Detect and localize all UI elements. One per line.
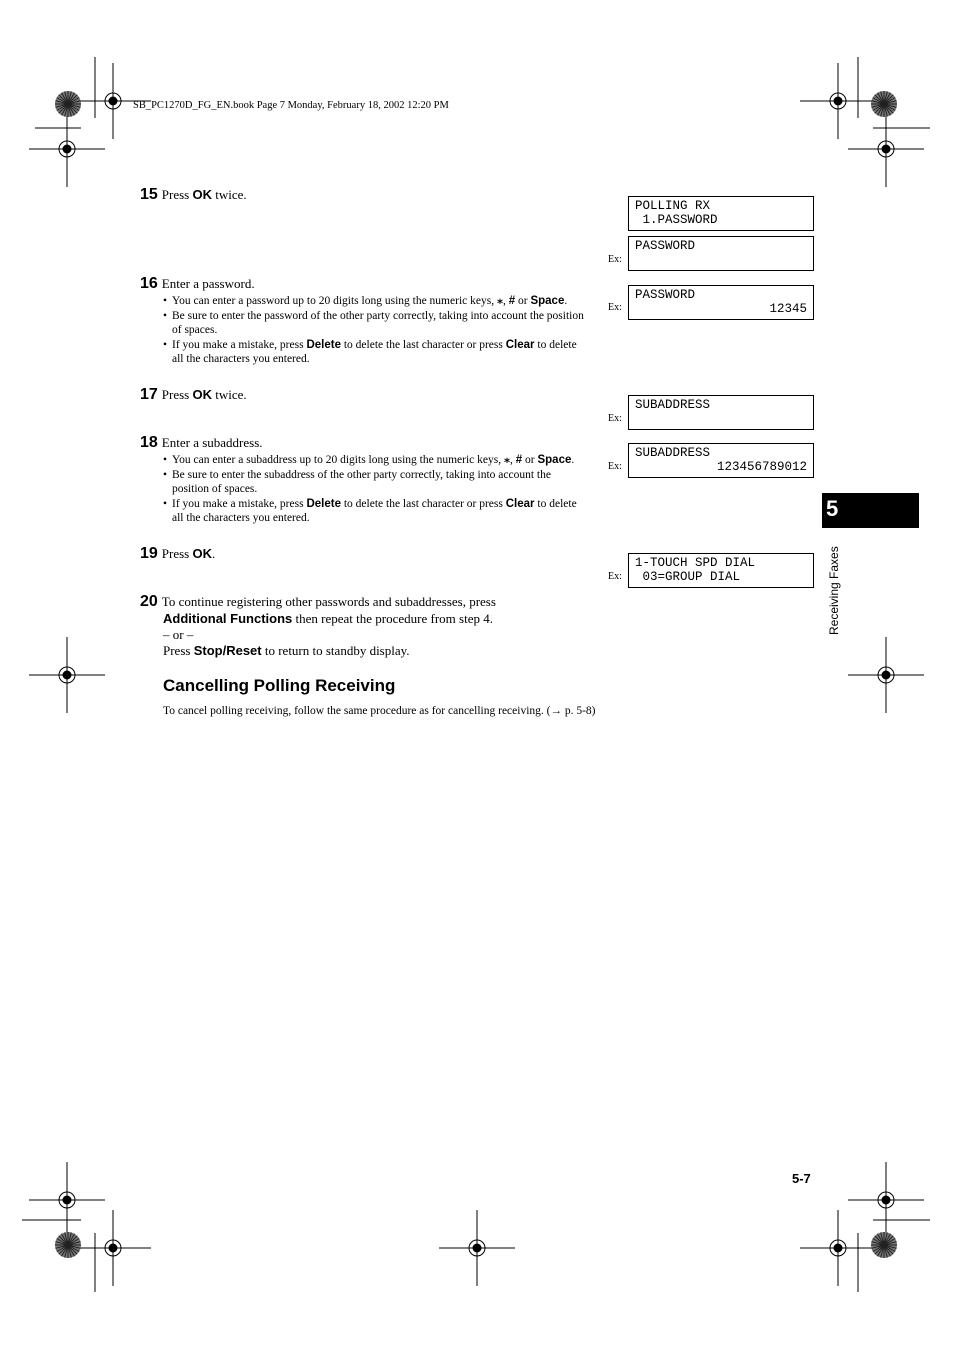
step-text: To continue registering other passwords and subaddresses, press	[161, 594, 496, 609]
step-18	[140, 434, 263, 452]
crosshair-mark	[29, 637, 105, 713]
rosette-mark	[55, 91, 81, 117]
step-number: 18	[140, 434, 158, 451]
step-15	[140, 186, 247, 204]
ok-key: OK	[192, 546, 212, 561]
lcd-display-subaddress-entered: SUBADDRESS 123456789012	[628, 443, 814, 478]
list-item: • If you make a mistake, press Delete to delete the last character or press Clear to delete all the characters you entered.	[163, 497, 585, 526]
example-label: Ex:	[608, 461, 622, 472]
step-text: Enter a subaddress.	[161, 435, 263, 450]
example-label: Ex:	[608, 254, 622, 265]
crosshair-mark	[800, 63, 876, 139]
chapter-tab	[822, 493, 919, 528]
step-number: 19	[140, 545, 158, 562]
example-label: Ex:	[608, 302, 622, 313]
step-16-notes	[163, 294, 585, 367]
step-text: Press OK twice.	[161, 187, 247, 202]
lcd-display-password-entered: PASSWORD 12345	[628, 285, 814, 320]
page-number: 5-7	[792, 1171, 811, 1186]
crosshair-mark	[848, 637, 924, 713]
lcd-display-password: PASSWORD	[628, 236, 814, 271]
step-text: Enter a password.	[161, 276, 255, 291]
step-20	[140, 593, 496, 611]
lcd-display-one-touch: 1-TOUCH SPD DIAL 03=GROUP DIAL	[628, 553, 814, 588]
step-18-notes	[163, 453, 585, 526]
step-19	[140, 545, 215, 563]
list-item: • If you make a mistake, press Delete to delete the last character or press Clear to delete all the characters you entered.	[163, 338, 585, 367]
crosshair-mark	[848, 111, 924, 187]
rosette-mark	[871, 91, 897, 117]
example-label: Ex:	[608, 413, 622, 424]
crosshair-mark	[29, 111, 105, 187]
stop-reset-key: Stop/Reset	[193, 643, 262, 658]
step-20-line2: Additional Functions then repeat the procedure from step 4.	[163, 611, 493, 626]
step-text: Press OK.	[161, 546, 216, 561]
step-number: 20	[140, 593, 158, 610]
additional-functions-key: Additional Functions	[163, 611, 293, 626]
list-item: • You can enter a password up to 20 digits long using the numeric keys, ⁎, # or Space.	[163, 294, 585, 309]
list-item: • You can enter a subaddress up to 20 digits long using the numeric keys, ⁎, # or Space.	[163, 453, 585, 468]
section-title: Cancelling Polling Receiving	[163, 676, 396, 695]
list-item: • Be sure to enter the subaddress of the other party correctly, taking into account the position of spaces.	[163, 468, 585, 497]
crosshair-mark	[439, 1210, 515, 1286]
crosshair-mark	[29, 1162, 105, 1238]
list-item: • Be sure to enter the password of the other party correctly, taking into account the position of spaces.	[163, 309, 585, 338]
chapter-number: 5	[826, 496, 839, 521]
rosette-mark	[871, 1232, 897, 1258]
step-20-or: – or –	[163, 627, 194, 642]
crosshair-mark	[848, 1162, 924, 1238]
ok-key: OK	[192, 387, 212, 402]
section-body: To cancel polling receiving, follow the same procedure as for cancelling receiving. (→ p. 5-8)	[163, 705, 596, 717]
rosette-mark	[55, 1232, 81, 1258]
step-20-line3: Press Stop/Reset to return to standby display.	[163, 643, 410, 658]
step-number: 17	[140, 386, 158, 403]
step-17	[140, 386, 247, 404]
file-info-header: SB_PC1270D_FG_EN.book Page 7 Monday, February 18, 2002 12:20 PM	[133, 100, 449, 111]
chapter-side-label: Receiving Faxes	[827, 546, 841, 635]
example-label: Ex:	[608, 571, 622, 582]
lcd-display-polling-rx: POLLING RX 1.PASSWORD	[628, 196, 814, 231]
lcd-display-subaddress: SUBADDRESS	[628, 395, 814, 430]
step-number: 15	[140, 186, 158, 203]
step-number: 16	[140, 275, 158, 292]
crosshair-mark	[75, 1210, 151, 1286]
step-text: Press OK twice.	[161, 387, 247, 402]
step-16	[140, 275, 255, 293]
crosshair-mark	[800, 1210, 876, 1286]
ok-key: OK	[192, 187, 212, 202]
